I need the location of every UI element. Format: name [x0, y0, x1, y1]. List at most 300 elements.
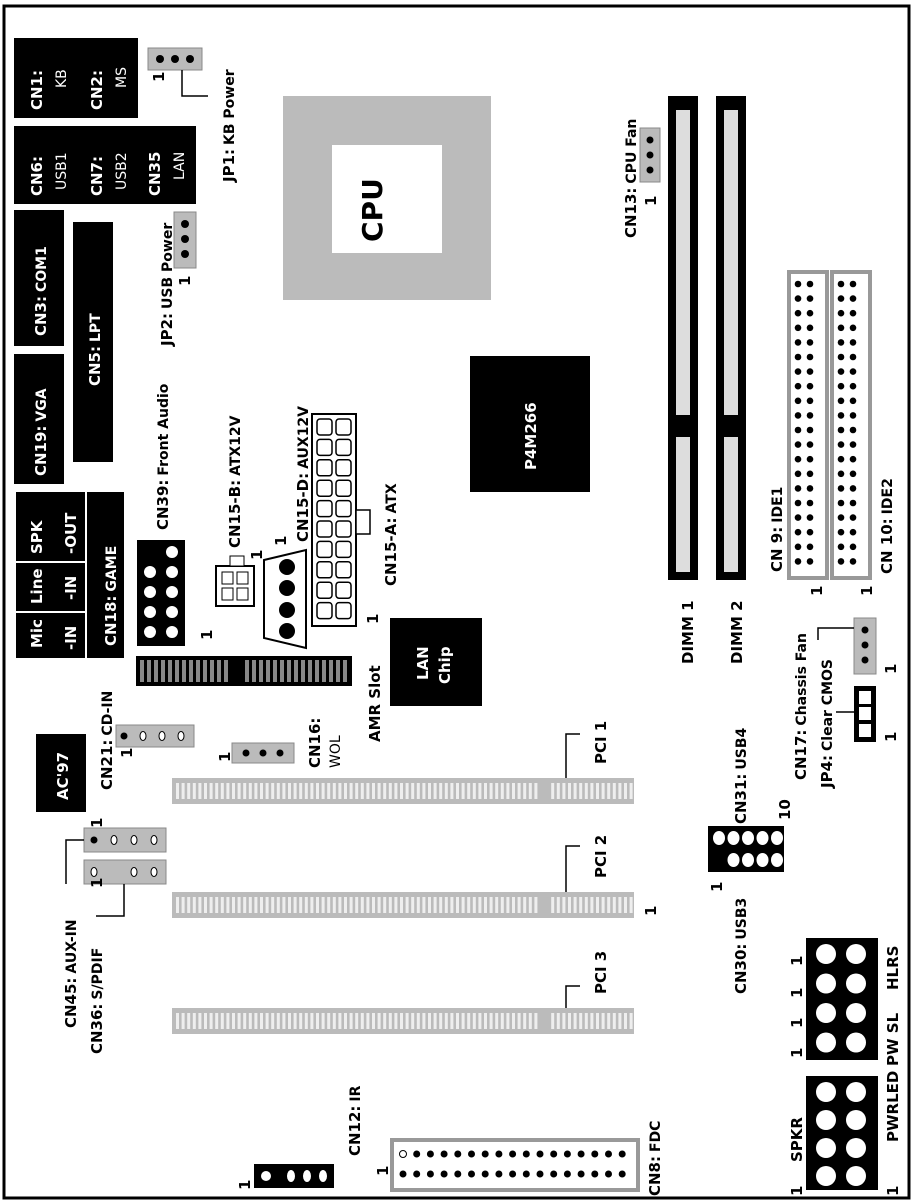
- ide-pin: [807, 427, 814, 434]
- jp1-name: KB Power: [222, 69, 238, 145]
- ide-pin: [838, 544, 845, 551]
- pci-contact: [534, 897, 537, 913]
- pci-contact: [400, 897, 403, 913]
- pci-contact: [462, 1013, 465, 1029]
- ide-pin: [807, 471, 814, 478]
- pci-contact: [389, 1013, 392, 1029]
- ide-pin: [850, 398, 857, 405]
- pci-contact: [238, 1013, 241, 1029]
- ac97-label: AC'97: [54, 751, 72, 800]
- atx-pin: [336, 460, 351, 476]
- fp-pwsl-label: PW SL: [884, 1012, 902, 1066]
- front-panel-pin: [846, 1138, 866, 1158]
- pci-contact: [344, 783, 347, 799]
- atx-pin: [336, 562, 351, 578]
- fdc-pin: [550, 1151, 557, 1158]
- amr-contact: [266, 660, 270, 682]
- ide-pin: [838, 281, 845, 288]
- pci-contact: [288, 783, 291, 799]
- pci-contact: [305, 783, 308, 799]
- cn30-name: USB3: [734, 897, 750, 940]
- cn18-name: GAME: [104, 545, 120, 592]
- pci-contact: [226, 783, 229, 799]
- vga-port: [14, 354, 64, 484]
- pci-contact: [434, 783, 437, 799]
- cn17-label: CN17:Chassis Fan: [792, 633, 810, 780]
- cn15b-pin: 1: [248, 549, 266, 560]
- ide-pin: [795, 339, 802, 346]
- ide-pin: [850, 354, 857, 361]
- cn15a-name: ATX: [384, 483, 400, 514]
- cn21-label: CN21:CD-IN: [98, 690, 116, 790]
- cpu-label: CPU: [356, 178, 389, 242]
- ide-pin: [795, 398, 802, 405]
- amr-contact: [196, 660, 200, 682]
- pci-contact: [613, 897, 616, 913]
- pci-contact: [439, 783, 442, 799]
- pci-contact: [630, 1013, 633, 1029]
- ide-pin: [795, 500, 802, 507]
- pci-contact: [350, 783, 353, 799]
- pci-contact: [271, 1013, 274, 1029]
- pci-contact: [417, 897, 420, 913]
- pci-contact: [249, 1013, 252, 1029]
- ide-pin: [838, 485, 845, 492]
- front-audio-pin: [144, 606, 156, 618]
- pci-contact: [518, 1013, 521, 1029]
- lan-chip: [390, 618, 482, 706]
- kb-ms-ports: [14, 38, 138, 118]
- pci-contact: [282, 1013, 285, 1029]
- lan-chip-label-1: LAN: [414, 646, 432, 680]
- pci-contact: [400, 1013, 403, 1029]
- cn39-label: CN39:Front Audio: [154, 383, 172, 530]
- atx-pin: [336, 603, 351, 619]
- front-panel-pin: [816, 1138, 836, 1158]
- fdc-pin: [482, 1151, 489, 1158]
- fdc-pin: [509, 1151, 516, 1158]
- jp4-label: JP4:Clear CMOS: [818, 659, 836, 788]
- atx-pin: [317, 501, 332, 517]
- usb-pin: [713, 831, 725, 845]
- pci-contact: [338, 1013, 341, 1029]
- pci-contact: [445, 783, 448, 799]
- pci-contact: [383, 897, 386, 913]
- pci-contact: [226, 897, 229, 913]
- ide-pin: [850, 427, 857, 434]
- pci-contact: [266, 1013, 269, 1029]
- jp4-name: Clear CMOS: [820, 659, 836, 751]
- ide-pin: [838, 295, 845, 302]
- pci-contact: [624, 897, 627, 913]
- pci3-label: PCI 3: [592, 950, 610, 994]
- ide-pin: [795, 368, 802, 375]
- pci-contact: [501, 783, 504, 799]
- ide-pin: [838, 471, 845, 478]
- amr-contact: [168, 660, 172, 682]
- pci-contact: [467, 783, 470, 799]
- pci-contact: [249, 897, 252, 913]
- fdc-pin: [605, 1171, 612, 1178]
- atx-pin: [317, 582, 332, 598]
- fdc-pin: [441, 1171, 448, 1178]
- pci-contact: [428, 1013, 431, 1029]
- pci-contact: [204, 897, 207, 913]
- fdc-pin: [578, 1171, 585, 1178]
- fp-pin-2: 1: [788, 987, 806, 998]
- fp-hlrs-label: HLRS: [884, 945, 902, 990]
- pci-contact: [490, 897, 493, 913]
- ide-pin: [795, 529, 802, 536]
- pci-contact: [193, 1013, 196, 1029]
- pci-contact: [602, 1013, 605, 1029]
- pci-contact: [495, 1013, 498, 1029]
- pci-contact: [254, 1013, 257, 1029]
- audio-jacks: [16, 492, 124, 658]
- pci-contact: [596, 1013, 599, 1029]
- ide-pin: [838, 558, 845, 565]
- pci-contact: [490, 783, 493, 799]
- pci-contact: [400, 783, 403, 799]
- fdc-pin: [400, 1151, 407, 1158]
- ide-pin: [850, 368, 857, 375]
- amr-contact: [329, 660, 333, 682]
- ide-pin: [838, 412, 845, 419]
- cn16-name: WOL: [328, 735, 344, 768]
- cn15a-pin: 1: [364, 613, 382, 624]
- pci-contact: [232, 1013, 235, 1029]
- ide-pin: [807, 529, 814, 536]
- atx-pin: [336, 501, 351, 517]
- fp-spkr-label: SPKR: [788, 1117, 806, 1162]
- front-audio-pin: [166, 586, 178, 598]
- pci-contact: [187, 783, 190, 799]
- usb-lan-ports: [14, 126, 196, 204]
- pci-contact: [495, 783, 498, 799]
- pci-contact: [366, 1013, 369, 1029]
- ide-pin: [807, 368, 814, 375]
- ide-pin: [795, 427, 802, 434]
- amr-contact: [308, 660, 312, 682]
- ide-pin: [795, 325, 802, 332]
- pci-contact: [585, 783, 588, 799]
- cn9-label: CN 9:IDE1: [768, 486, 786, 572]
- amr-contact: [210, 660, 214, 682]
- pci-contact: [361, 783, 364, 799]
- cn19-name: VGA: [34, 388, 50, 422]
- ide-pin: [807, 281, 814, 288]
- amr-contact: [252, 660, 256, 682]
- front-panel-pin: [816, 944, 836, 964]
- cn21-name: CD-IN: [100, 690, 116, 736]
- ide-pin: [807, 456, 814, 463]
- fdc-pin: [454, 1171, 461, 1178]
- front-audio-pin: [166, 566, 178, 578]
- pci-contact: [176, 897, 179, 913]
- ide-pin: [807, 544, 814, 551]
- pci-contact: [512, 783, 515, 799]
- jp2-pin: 1: [176, 275, 194, 286]
- cn30-label: CN30:USB3: [732, 897, 750, 994]
- cn35-name: LAN: [172, 151, 188, 180]
- pci-contact: [439, 897, 442, 913]
- pci-contact: [187, 1013, 190, 1029]
- pci-contact: [462, 783, 465, 799]
- pci-contact: [607, 783, 610, 799]
- usb-pin: [757, 831, 769, 845]
- pci-contact: [372, 897, 375, 913]
- ide-pin: [850, 295, 857, 302]
- pci-contact: [613, 1013, 616, 1029]
- dimm2-label: DIMM 2: [728, 600, 746, 664]
- pci-contact: [221, 897, 224, 913]
- pci-contact: [254, 897, 257, 913]
- pci-contact: [568, 897, 571, 913]
- pci-contact: [579, 783, 582, 799]
- pci-contact: [529, 783, 532, 799]
- ide-pin: [838, 383, 845, 390]
- pci-contact: [445, 1013, 448, 1029]
- cn10-label: CN 10:IDE2: [878, 478, 896, 574]
- cn31-pin: 10: [776, 799, 794, 820]
- amr-contact: [259, 660, 263, 682]
- pci-contact: [372, 1013, 375, 1029]
- pci-contact: [434, 897, 437, 913]
- p4m266-chip: [470, 356, 590, 492]
- fdc-pin: [495, 1171, 502, 1178]
- atx-pin: [317, 439, 332, 455]
- cn12-name: IR: [348, 1085, 364, 1102]
- pci-contact: [478, 1013, 481, 1029]
- atx-pin: [336, 419, 351, 435]
- fdc-pin: [468, 1171, 475, 1178]
- pci-contact: [333, 897, 336, 913]
- pci-contact: [271, 783, 274, 799]
- atx-pin: [336, 480, 351, 496]
- fdc-pin: [564, 1171, 571, 1178]
- amr-contact: [189, 660, 193, 682]
- amr-contact: [224, 660, 228, 682]
- pci-contact: [299, 1013, 302, 1029]
- cn36-label: CN36:S/PDIF: [88, 947, 106, 1054]
- usb-pin: [728, 853, 740, 867]
- pci-contact: [204, 783, 207, 799]
- line-in-label: -IN: [62, 575, 80, 600]
- cn19-label: CN19:VGA: [32, 388, 50, 476]
- pci-contact: [445, 897, 448, 913]
- pci-contact: [344, 1013, 347, 1029]
- line-label: Line: [28, 568, 46, 604]
- amr-contact: [343, 660, 347, 682]
- ide-pin: [850, 441, 857, 448]
- fp-pwrled-label: PWRLED: [884, 1070, 902, 1142]
- pci-contact: [294, 1013, 297, 1029]
- usb-pin: [757, 853, 769, 867]
- fdc-pin: [523, 1171, 530, 1178]
- cn6-id: CN6:: [28, 156, 46, 196]
- pci-contact: [585, 897, 588, 913]
- pci-contact: [518, 783, 521, 799]
- ide-pin: [795, 412, 802, 419]
- pci-contact: [372, 783, 375, 799]
- front-panel-pin: [846, 1033, 866, 1053]
- pci-contact: [607, 897, 610, 913]
- pci-contact: [557, 783, 560, 799]
- ide-pin: [795, 558, 802, 565]
- front-panel-pin: [846, 1082, 866, 1102]
- amr-contact: [336, 660, 340, 682]
- ide-pin: [795, 441, 802, 448]
- ide-pin: [807, 339, 814, 346]
- ide-pin: [807, 325, 814, 332]
- fp-pin-1: 1: [788, 955, 806, 966]
- pci-contact: [574, 897, 577, 913]
- front-panel-pin: [846, 974, 866, 994]
- amr-contact: [161, 660, 165, 682]
- amr-contact: [140, 660, 144, 682]
- cn1-id: CN1:: [28, 70, 46, 110]
- pci-contact: [456, 1013, 459, 1029]
- pci-contact: [613, 783, 616, 799]
- cn9-pin: 1: [808, 585, 826, 596]
- pci-contact: [215, 897, 218, 913]
- ide-pin: [795, 514, 802, 521]
- pci-contact: [551, 783, 554, 799]
- ide-pin: [807, 500, 814, 507]
- pci-contact: [501, 897, 504, 913]
- ide-pin: [795, 281, 802, 288]
- pci-contact: [585, 1013, 588, 1029]
- ide-pin: [795, 383, 802, 390]
- pci-contact: [473, 1013, 476, 1029]
- ide-pin: [838, 529, 845, 536]
- fdc-pin: [413, 1151, 420, 1158]
- pci-contact: [417, 783, 420, 799]
- ide-pin: [838, 339, 845, 346]
- amr-contact: [217, 660, 221, 682]
- pci-contact: [176, 783, 179, 799]
- cn12-label: CN12:IR: [346, 1085, 364, 1156]
- pci-contact: [523, 897, 526, 913]
- pci-contact: [249, 783, 252, 799]
- ide-pin: [850, 412, 857, 419]
- ide-pin: [850, 514, 857, 521]
- front-panel-pin: [816, 1003, 836, 1023]
- atx-pin: [336, 582, 351, 598]
- p4m266-label: P4M266: [522, 402, 540, 470]
- atx-pin: [317, 562, 332, 578]
- atx-pin: [317, 480, 332, 496]
- front-audio-pin: [144, 566, 156, 578]
- fdc-pin: [468, 1151, 475, 1158]
- pci-contact: [271, 897, 274, 913]
- pci-contact: [411, 783, 414, 799]
- fdc-pin: [454, 1151, 461, 1158]
- mic-label: Mic: [28, 619, 46, 648]
- front-panel-pin: [816, 1082, 836, 1102]
- amr-contact: [301, 660, 305, 682]
- pci-contact: [310, 1013, 313, 1029]
- pci-contact: [534, 783, 537, 799]
- ide-pin: [807, 398, 814, 405]
- pci-contact: [484, 897, 487, 913]
- pci-contact: [182, 1013, 185, 1029]
- pci-contact: [389, 897, 392, 913]
- front-panel-pin: [816, 1110, 836, 1130]
- ide-pin: [807, 485, 814, 492]
- com1-port: [14, 210, 64, 346]
- pci-contact: [562, 1013, 565, 1029]
- amr-contact: [280, 660, 284, 682]
- pci-contact: [221, 1013, 224, 1029]
- front-audio-pin: [166, 546, 178, 558]
- front-audio-pin: [166, 606, 178, 618]
- fdc-pin: [619, 1151, 626, 1158]
- amr-contact: [203, 660, 207, 682]
- pci-contact: [193, 783, 196, 799]
- cn6-name: USB1: [54, 152, 70, 190]
- cn31-name: USB4: [734, 727, 750, 770]
- cn45-name: AUX-IN: [64, 919, 80, 974]
- amr-contact: [294, 660, 298, 682]
- pci-contact: [422, 897, 425, 913]
- mic-in-label: -IN: [62, 625, 80, 650]
- fdc-pin: [482, 1171, 489, 1178]
- ide-pin: [838, 325, 845, 332]
- ac97-codec: [36, 734, 86, 812]
- cn35-id: CN35: [146, 151, 164, 196]
- fp-pin-4: 1: [788, 1047, 806, 1058]
- ide-pin: [850, 471, 857, 478]
- cn39-name: Front Audio: [156, 383, 172, 476]
- jp2-label: JP2:USB Power: [158, 222, 176, 346]
- amr-contact: [315, 660, 319, 682]
- pci-contact: [210, 1013, 213, 1029]
- pci-contact: [406, 783, 409, 799]
- pci-contact: [366, 783, 369, 799]
- amr-contact: [175, 660, 179, 682]
- pci-contact: [327, 1013, 330, 1029]
- pci-contact: [506, 1013, 509, 1029]
- pci-contact: [198, 897, 201, 913]
- cn5-name: LPT: [88, 313, 104, 342]
- pci-contact: [243, 783, 246, 799]
- cn31-label: CN31:USB4: [732, 727, 750, 824]
- amr-contact: [182, 660, 186, 682]
- pci-contact: [288, 897, 291, 913]
- front-audio-pin: [144, 626, 156, 638]
- pci-contact: [473, 783, 476, 799]
- pci-contact: [389, 783, 392, 799]
- fdc-pin: [564, 1151, 571, 1158]
- ide-pin: [807, 412, 814, 419]
- pci-contact: [232, 897, 235, 913]
- atx-pin: [317, 541, 332, 557]
- pci-contact: [305, 897, 308, 913]
- pci-contact: [316, 897, 319, 913]
- fdc-pin: [441, 1151, 448, 1158]
- pci-contact: [243, 897, 246, 913]
- pci-contact: [506, 783, 509, 799]
- fdc-pin: [427, 1151, 434, 1158]
- pci-contact: [574, 1013, 577, 1029]
- pci-contact: [299, 783, 302, 799]
- ide-pin: [850, 383, 857, 390]
- fdc-pin: [550, 1171, 557, 1178]
- pci-contact: [361, 897, 364, 913]
- pci-contact: [630, 897, 633, 913]
- pci-contact: [198, 1013, 201, 1029]
